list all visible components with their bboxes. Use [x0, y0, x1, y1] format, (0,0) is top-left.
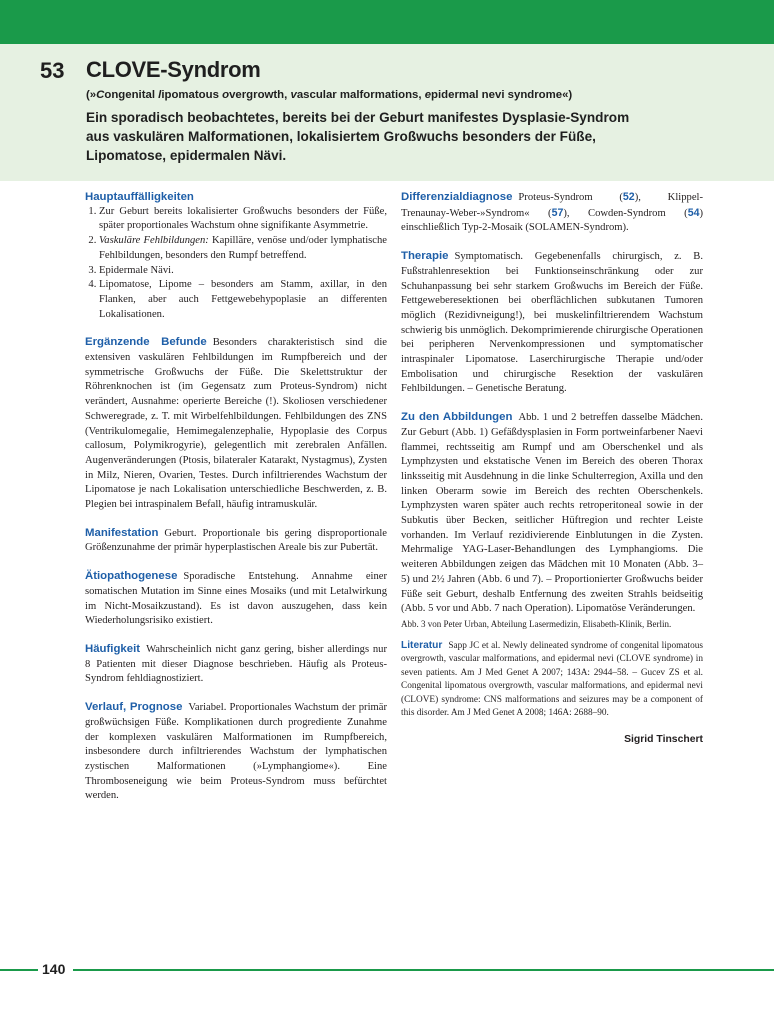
- section-text: Sporadische Entstehung. Annahme einer somatischen Mutation im Sinne eines Mosaiks (und mit Letalwirkung im Nicht-Mosaikzustand). Es ist davon auszugehen, dass kein Wiederholungsrisiko existiert.: [85, 571, 387, 627]
- section-differenzialdiagnose: Differenzialdiagnose Proteus-Syndrom (52), Klippel-Trenaunay-Weber-»Syndrom« (57), Cowden-Syndrom (54) einschließlich Typ-2-Mosaik (SOLAMEN-Syndrom).: [401, 191, 704, 234]
- chapter-subtitle: (»Congenital lipomatous overgrowth, vascular malformations, epidermal nevi syndrome«): [86, 89, 573, 101]
- section-haeufigkeit: [85, 642, 387, 687]
- section-heading: Hauptauffälligkeiten: [85, 191, 194, 203]
- chapter-reference-link[interactable]: 52: [622, 191, 635, 203]
- right-column: [401, 190, 703, 748]
- feature-list: [85, 205, 387, 323]
- list-item: 2. Vaskuläre Fehlbildungen: Kapilläre, venöse und/oder lymphatische Fehlbildungen, besonders den Rumpf betreffend.: [99, 234, 387, 263]
- section-heading: Ätiopathogenese: [85, 570, 178, 583]
- section-text: Symptomatisch. Gegebenenfalls chirurgisch, z. B. Fußstrahlenresektion bei Funktionseinschränkung oder zur Schuhanpassung bei sehr starkem Großwuchs im Bereich der Füße. Fettgeweberesektionen bei oberflächlichen subkutanen Tumoren möglich (Rezidivneigung!), bei muskelinfiltrierendem Wachstum schwierig bis unmöglich. Dekomprimierende chirurgische Operationen bei peripheren Nervenkompressionen und symptomatischer intraspinaler Lipomatose. Laserchirurgische Therapie und/oder Embolisation und chirurgische Resektion der vaskulären Fehlbildungen. – Genetische Beratung.: [401, 251, 703, 395]
- section-literatur: [401, 639, 703, 720]
- section-manifestation: [85, 526, 387, 556]
- section-text: Geburt. Proportionale bis gering disproportionale Größenzunahme der primär hyperplastischen Areale bis zur Pubertät.: [85, 527, 387, 554]
- page-number: 140: [42, 961, 66, 977]
- image-credit: Abb. 3 von Peter Urban, Abteilung Lasermedizin, Elisabeth-Klinik, Berlin.: [401, 618, 672, 629]
- section-heading: Häufigkeit: [85, 642, 141, 655]
- section-therapie: [401, 249, 703, 397]
- top-color-bar: [0, 0, 774, 44]
- author-name: Sigrid Tinschert: [624, 734, 703, 746]
- list-item: 1. Zur Geburt bereits lokalisierter Großwuchs besonders der Füße, später proportionales Wachstum ohne signifikante Asymmetrie.: [99, 205, 387, 234]
- section-heading: Ergänzende Befunde: [85, 336, 207, 349]
- section-heading: Therapie: [401, 250, 449, 263]
- section-hauptauffaelligkeiten: [85, 190, 387, 322]
- section-text: Variabel. Proportionales Wachstum der primär großwüchsigen Füße. Komplikationen durch progrediente Zunahme der komplexen vaskulären Malformationen im Rumpfbereich, insbesondere durch infiltrierendes Wachstum der lymphatischen zystischen Malformationen (»Lymphangiome«). Eine Thromboseneigung wie beim Proteus-Syndrom muss befürchtet werden.: [85, 702, 387, 802]
- list-item: 3. Epidermale Nävi.: [99, 264, 387, 279]
- footer-rule-right: [73, 969, 774, 971]
- section-heading: Zu den Abbildungen: [401, 411, 513, 424]
- section-heading: Manifestation: [85, 526, 159, 539]
- section-heading: Differenzialdiagnose: [401, 191, 513, 203]
- left-column: [85, 190, 387, 817]
- chapter-number: 53: [40, 58, 65, 83]
- section-heading: Verlauf, Prognose: [85, 701, 183, 714]
- chapter-title: CLOVE-Syndrom: [86, 57, 261, 82]
- section-verlauf-prognose: [85, 700, 387, 804]
- section-heading: Literatur: [401, 639, 443, 651]
- section-aetiopathogenese: [85, 569, 387, 629]
- chapter-reference-link[interactable]: 57: [551, 206, 564, 219]
- section-text: Besonders charakteristisch sind die extensiven vaskulären Fehlbildungen im Rumpfbereich und der symmetrische Großwuchs der Füße. Die Skelettstruktur der Röhrenknochen ist (im Gegensatz zum Proteus-Syndrom) nicht verändert, Ausnahme: operierte Bereiche (!). Skoliosen verschiedener Schweregrade, z. T. mit Wirbelfehlbildungen. Fehlbildungen des ZNS (Ventrikulomegalie, Hemimegalenzephalie, Hypoplasie des Corpus callosum, Polymikrogyrie), gelegentlich mit zerebralen Anfällen. Augenveränderungen (Ptosis, bilateraler Katarakt, Nystagmus), Zysten in Milz, Nieren, Ovarien, Testes. Durch infiltrierendes Wachstum der Lipomatose je nach Lokalisation unterschiedliche Beschwerden, z. B. Plegien bei intraspinalem Befall, häufig intramuskulär.: [85, 337, 388, 511]
- footer-rule-left: [0, 969, 38, 971]
- section-text: Sapp JC et al. Newly delineated syndrome of congenital lipomatous overgrowth, vascular malformations, and epidermal nevi (CLOVE syndrome) in seven patients. Am J Med Genet A 2007; 143A: 2944–58. – Gucev ZS et al. Congenital lipomatous overgrowth, vascular malformations, and epidermal nevi (CLOVE) syndrome: CNS malformations and seizures may be a component of this disorder. Am J Med Genet A 2008; 146A: 2688–90.: [401, 640, 703, 719]
- chapter-reference-link[interactable]: 54: [687, 206, 700, 219]
- section-text: Wahrscheinlich nicht ganz gering, bisher allerdings nur 8 Patienten mit dieser Diagnose beschrieben. Häufig als Proteus-Syndrom fehldiagnostiziert.: [85, 643, 387, 685]
- section-zu-den-abbildungen: [401, 410, 703, 630]
- section-text: Abb. 1 und 2 betreffen dasselbe Mädchen. Zur Geburt (Abb. 1) Gefäßdysplasien in Form portweinfarbener Naevi flammei, rechtsseitig am Rumpf und am Oberschenkel und als Lymphzysten und ekstatische Venen im Bereich des oberen Thorax linksseitig mit Ausdehnung in die linke Schulterregion, Axilla und den linken Oberarm sowie im Bereich des rechten Oberschenkels. Lymphzysten waren später auch rechts retroperitoneal sowie in der Subkutis über Becken, seitlicher Hüftregion und rechter Leiste vorhanden. Im Verlauf rezidivierende Einblutungen in die Zysten. Mehrmalige YAG-Laser-Behandlungen des Lymphangioms. Die weiteren Abbildungen zeigen das Mädchen mit 10 Monaten (Abb. 3–5) und 2½ Jahren (Abb. 6 und 7). – Proportionierter Großwuchs beider Füße seit Geburt, deshalb Entfernung des zweiten Strahls beidseitig (Abb. 5 vor und Abb. 7 nach Operation). Lipomatöse Veränderungen.: [401, 412, 703, 615]
- section-ergaenzende-befunde: [85, 335, 387, 512]
- chapter-summary: Ein sporadisch beobachtetes, bereits bei der Geburt manifestes Dysplasie-Syndrom aus vaskulären Malformationen, lokalisiertem Großwuchs besonders der Füße, Lipomatose, epidermalen Nävi.: [86, 110, 630, 163]
- list-item: 4. Lipomatose, Lipome – besonders am Stamm, axillar, in den Flanken, aber auch Fettgewebehypoplasie an differenten Lokalisationen.: [99, 278, 387, 322]
